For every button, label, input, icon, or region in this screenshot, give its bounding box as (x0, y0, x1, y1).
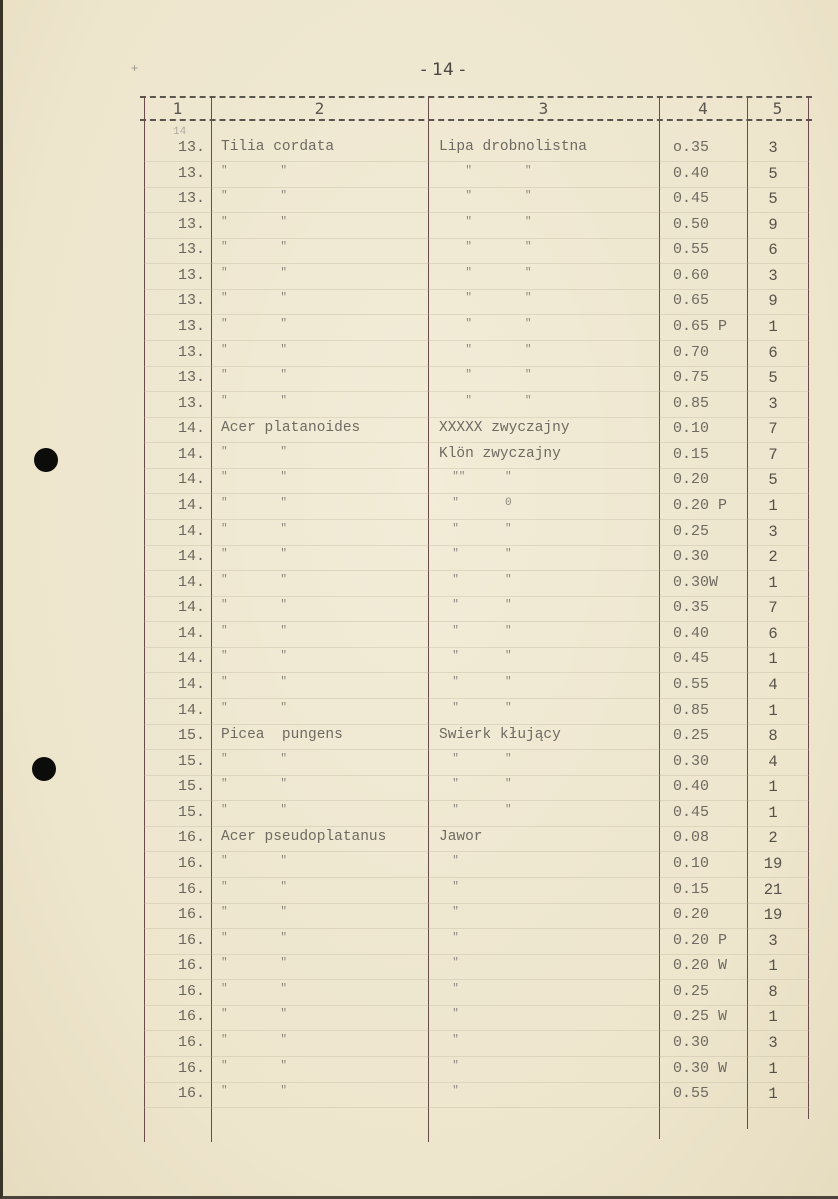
polish-name: " (439, 854, 459, 867)
latin-name: " " (221, 624, 288, 637)
ruled-line (144, 698, 809, 699)
table-row (3, 318, 838, 343)
row-number: 14. (177, 675, 205, 693)
table-row (3, 292, 838, 317)
row-number: 13. (177, 190, 205, 208)
table-row (3, 676, 838, 701)
ruled-line (144, 161, 809, 162)
polish-name: " " (439, 266, 532, 279)
diameter-value: 0.20 P (673, 496, 728, 514)
row-number: 14. (177, 471, 205, 489)
latin-name: " " (221, 1085, 288, 1098)
count-value: 2 (768, 829, 778, 848)
ruled-line (144, 366, 809, 367)
diameter-value: 0.20 (673, 906, 710, 924)
diameter-value: 0.65 P (673, 317, 728, 335)
table-row (3, 599, 838, 624)
row-number: 14. (177, 548, 205, 566)
latin-name: " " (221, 471, 288, 484)
count-value: 8 (768, 727, 778, 746)
latin-name: " " (221, 650, 288, 663)
latin-name: " " (221, 880, 288, 893)
count-value: 1 (768, 650, 778, 669)
latin-name: " " (221, 1059, 288, 1072)
row-number: 14. (177, 701, 205, 719)
ruled-line (144, 724, 809, 725)
row-number: 16. (177, 1085, 205, 1103)
count-value: 6 (768, 624, 778, 643)
polish-name: " (439, 906, 459, 919)
latin-name: " " (221, 548, 288, 561)
table-row (3, 420, 838, 445)
count-value: 1 (768, 957, 778, 976)
latin-name: " " (221, 266, 288, 279)
count-value: 7 (768, 420, 778, 439)
row-number: 16. (177, 906, 205, 924)
ruled-line (144, 468, 809, 469)
ruled-line (144, 621, 809, 622)
latin-name: " " (221, 906, 288, 919)
table-row (3, 650, 838, 675)
diameter-value: 0.08 (673, 829, 710, 847)
diameter-value: 0.55 (673, 1085, 710, 1103)
diameter-value: 0.10 (673, 420, 710, 438)
latin-name: " " (221, 778, 288, 791)
latin-name: " " (221, 931, 288, 944)
latin-name: " " (221, 190, 288, 203)
row-number: 16. (177, 957, 205, 975)
count-value: 19 (763, 906, 783, 925)
ruled-line (144, 851, 809, 852)
latin-name: " " (221, 241, 288, 254)
row-number: 14. (177, 573, 205, 591)
polish-name: " " (439, 317, 532, 330)
latin-name: " " (221, 445, 288, 458)
count-value: 3 (768, 522, 778, 541)
row-number: 13. (177, 139, 205, 156)
table-row (3, 446, 838, 471)
count-value: 7 (768, 599, 778, 618)
polish-name: " " (439, 573, 512, 586)
table-row (3, 1060, 838, 1085)
diameter-value: 0.30 (673, 1033, 710, 1051)
latin-name: " " (221, 292, 288, 305)
count-value: 2 (768, 548, 778, 567)
ruled-line (144, 1056, 809, 1057)
row-number: 16. (177, 880, 205, 898)
ruled-line (144, 545, 809, 546)
polish-name: " (439, 982, 459, 995)
column-header-4: 4 (698, 99, 708, 118)
latin-name: " " (221, 317, 288, 330)
polish-name: " " (439, 394, 532, 407)
diameter-value: 0.30 (673, 548, 710, 566)
latin-name: " " (221, 599, 288, 612)
table-row (3, 471, 838, 496)
row-number: 16. (177, 931, 205, 949)
table-row (3, 1034, 838, 1059)
polish-name: " " (439, 343, 532, 356)
latin-name: " " (221, 854, 288, 867)
table-row (3, 497, 838, 522)
count-value: 3 (768, 394, 778, 413)
table-row (3, 983, 838, 1008)
table-row (3, 190, 838, 215)
latin-name: Tilia cordata (221, 139, 335, 155)
table-row (3, 165, 838, 190)
table-row (3, 369, 838, 394)
row-number: 16. (177, 1059, 205, 1077)
diameter-value: 0.30W (673, 573, 719, 591)
count-value: 1 (768, 701, 778, 720)
ruled-line (144, 877, 809, 878)
count-value: 4 (768, 675, 778, 694)
latin-name: " " (221, 496, 288, 509)
latin-name: " " (221, 369, 288, 382)
latin-name: " " (221, 1033, 288, 1046)
polish-name: " " (439, 292, 532, 305)
latin-name: " " (221, 343, 288, 356)
table-row (3, 932, 838, 957)
count-value: 1 (768, 1008, 778, 1027)
diameter-value: 0.85 (673, 701, 710, 719)
diameter-value: 0.20 W (673, 957, 728, 975)
count-value: 5 (768, 190, 778, 209)
ruled-line (144, 417, 809, 418)
count-value: 3 (768, 1033, 778, 1052)
table-top-rule (140, 96, 812, 98)
polish-name: " " (439, 599, 512, 612)
ruled-line (144, 979, 809, 980)
count-value: 19 (763, 854, 783, 873)
table-row (3, 523, 838, 548)
table-row (3, 241, 838, 266)
row-number: 16. (177, 982, 205, 1000)
polish-name: " (439, 1059, 459, 1072)
ruled-line (144, 570, 809, 571)
count-value: 9 (768, 215, 778, 234)
row-number: 13. (177, 292, 205, 310)
ruled-line (144, 749, 809, 750)
row-number: 14. (177, 496, 205, 514)
table-row (3, 855, 838, 880)
polish-name: " (439, 957, 459, 970)
diameter-value: 0.50 (673, 215, 710, 233)
diameter-value: 0.25 (673, 727, 710, 745)
count-value: 1 (768, 778, 778, 797)
count-value: 21 (763, 880, 783, 899)
count-value: 3 (768, 139, 778, 157)
polish-name: "" " (439, 471, 512, 484)
diameter-value: 0.45 (673, 803, 710, 821)
polish-name: Swierk kłujący (439, 727, 561, 744)
row-number: 14. (177, 445, 205, 463)
count-value: 1 (768, 573, 778, 592)
column-header-5: 5 (772, 99, 783, 118)
ruled-line (144, 954, 809, 955)
table-row (3, 702, 838, 727)
polish-name: " (439, 1085, 459, 1098)
row-number: 13. (177, 317, 205, 335)
polish-name: " " (439, 190, 532, 203)
count-value: 3 (768, 266, 778, 285)
ruled-line (144, 672, 809, 673)
header-bottom-rule (140, 119, 812, 121)
row-number: 16. (177, 1008, 205, 1026)
column-header-1: 1 (172, 99, 183, 118)
ruled-line (144, 1030, 809, 1031)
table-row (3, 778, 838, 803)
diameter-value: 0.20 (673, 471, 710, 489)
diameter-value: 0.30 (673, 752, 710, 770)
diameter-value: 0.25 (673, 982, 710, 1000)
latin-name: " " (221, 752, 288, 765)
ruled-line (144, 1107, 809, 1108)
polish-name: " " (439, 650, 512, 663)
table-row (3, 957, 838, 982)
latin-name: " " (221, 1008, 288, 1021)
count-value: 6 (768, 343, 778, 362)
polish-name: " " (439, 241, 532, 254)
polish-name: " (439, 1033, 459, 1046)
diameter-value: 0.30 W (673, 1059, 728, 1077)
ruled-line (144, 314, 809, 315)
row-number: 15. (177, 752, 205, 770)
diameter-value: 0.40 (673, 778, 710, 796)
row-number: 13. (177, 215, 205, 233)
table-row (3, 804, 838, 829)
diameter-value: 0.15 (673, 445, 710, 463)
registration-mark: + (131, 62, 139, 76)
table-row (3, 881, 838, 906)
count-value: 1 (768, 317, 778, 336)
table-row (3, 548, 838, 573)
latin-name: Acer pseudoplatanus (221, 829, 387, 846)
table-row (3, 753, 838, 778)
diameter-value: 0.40 (673, 624, 710, 642)
row-number: 13. (177, 394, 205, 412)
row-number: 13. (177, 266, 205, 284)
ruled-line (144, 289, 809, 290)
row-number: 14. (177, 624, 205, 642)
ruled-line (144, 442, 809, 443)
margin-annotation: 14 (173, 126, 187, 138)
diameter-value: 0.70 (673, 343, 710, 361)
ruled-line (144, 519, 809, 520)
table-row (3, 1085, 838, 1110)
diameter-value: 0.25 (673, 522, 710, 540)
diameter-value: 0.45 (673, 190, 710, 208)
count-value: 5 (768, 471, 778, 490)
column-header-2: 2 (314, 99, 325, 118)
latin-name: " " (221, 957, 288, 970)
ruled-line (144, 596, 809, 597)
count-value: 5 (768, 369, 778, 388)
polish-name: " " (439, 369, 532, 382)
count-value: 9 (768, 292, 778, 311)
count-value: 7 (768, 445, 778, 464)
column-header-3: 3 (538, 99, 549, 118)
row-number: 15. (177, 803, 205, 821)
diameter-value: 0.45 (673, 650, 710, 668)
diameter-value: 0.10 (673, 854, 710, 872)
count-value: 1 (768, 803, 778, 822)
diameter-value: 0.85 (673, 394, 710, 412)
latin-name: " " (221, 394, 288, 407)
latin-name: " " (221, 675, 288, 688)
row-number: 14. (177, 522, 205, 540)
polish-name: " " (439, 624, 512, 637)
polish-name: XXXXX zwyczajny (439, 420, 570, 437)
latin-name: " " (221, 701, 288, 714)
diameter-value: 0.20 P (673, 931, 728, 949)
row-number: 13. (177, 343, 205, 361)
count-value: 6 (768, 241, 778, 260)
polish-name: " " (439, 752, 512, 765)
polish-name: " " (439, 522, 512, 535)
polish-name: " (439, 931, 459, 944)
table-row (3, 216, 838, 241)
polish-name: " " (439, 701, 512, 714)
latin-name: " " (221, 164, 288, 177)
polish-name: Klön zwyczajny (439, 445, 561, 462)
table-row (3, 395, 838, 420)
row-number: 15. (177, 778, 205, 796)
ruled-line (144, 238, 809, 239)
latin-name: " " (221, 982, 288, 995)
table-row (3, 829, 838, 854)
diameter-value: 0.35 (673, 599, 710, 617)
row-number: 14. (177, 599, 205, 617)
polish-name: " (439, 1008, 459, 1021)
polish-name: " " (439, 548, 512, 561)
row-number: 16. (177, 1033, 205, 1051)
latin-name: Acer platanoides (221, 420, 361, 437)
ruled-line (144, 340, 809, 341)
table-row (3, 267, 838, 292)
table-row (3, 344, 838, 369)
table-row (3, 574, 838, 599)
table-row (3, 139, 838, 164)
ruled-line (144, 647, 809, 648)
polish-name: " " (439, 778, 512, 791)
latin-name: " " (221, 573, 288, 586)
row-number: 14. (177, 650, 205, 668)
ruled-line (144, 391, 809, 392)
ruled-line (144, 212, 809, 213)
diameter-value: 0.55 (673, 675, 710, 693)
ruled-line (144, 1082, 809, 1083)
polish-name: Jawor (439, 829, 483, 846)
diameter-value: 0.25 W (673, 1008, 728, 1026)
page-number: - 14 - (420, 60, 466, 80)
ruled-line (144, 263, 809, 264)
latin-name: Picea pungens (221, 727, 343, 744)
diameter-value: 0.40 (673, 164, 710, 182)
polish-name: " 0 (439, 496, 512, 509)
ruled-line (144, 1005, 809, 1006)
ruled-line (144, 800, 809, 801)
count-value: 8 (768, 982, 778, 1001)
count-value: 3 (768, 931, 778, 950)
table-row (3, 625, 838, 650)
latin-name: " " (221, 215, 288, 228)
polish-name: " " (439, 164, 532, 177)
ruled-line (144, 775, 809, 776)
diameter-value: 0.15 (673, 880, 710, 898)
diameter-value: 0.55 (673, 241, 710, 259)
count-value: 1 (768, 496, 778, 515)
ruled-line (144, 826, 809, 827)
polish-name: " " (439, 675, 512, 688)
diameter-value: 0.65 (673, 292, 710, 310)
count-value: 1 (768, 1059, 778, 1078)
row-number: 15. (177, 727, 205, 745)
row-number: 13. (177, 369, 205, 387)
ruled-line (144, 903, 809, 904)
count-value: 1 (768, 1085, 778, 1104)
polish-name: Lipa drobnolistna (439, 139, 587, 155)
polish-name: " " (439, 803, 512, 816)
table-row (3, 727, 838, 752)
row-number: 14. (177, 420, 205, 438)
table-row (3, 1008, 838, 1033)
diameter-value: o.35 (673, 139, 710, 156)
table-row (3, 906, 838, 931)
row-number: 16. (177, 854, 205, 872)
diameter-value: 0.75 (673, 369, 710, 387)
latin-name: " " (221, 803, 288, 816)
ruled-line (144, 187, 809, 188)
row-number: 13. (177, 241, 205, 259)
ruled-line (144, 493, 809, 494)
count-value: 4 (768, 752, 778, 771)
row-number: 16. (177, 829, 205, 847)
polish-name: " " (439, 215, 532, 228)
polish-name: " (439, 880, 459, 893)
diameter-value: 0.60 (673, 266, 710, 284)
latin-name: " " (221, 522, 288, 535)
ruled-line (144, 928, 809, 929)
row-number: 13. (177, 164, 205, 182)
count-value: 5 (768, 164, 778, 183)
